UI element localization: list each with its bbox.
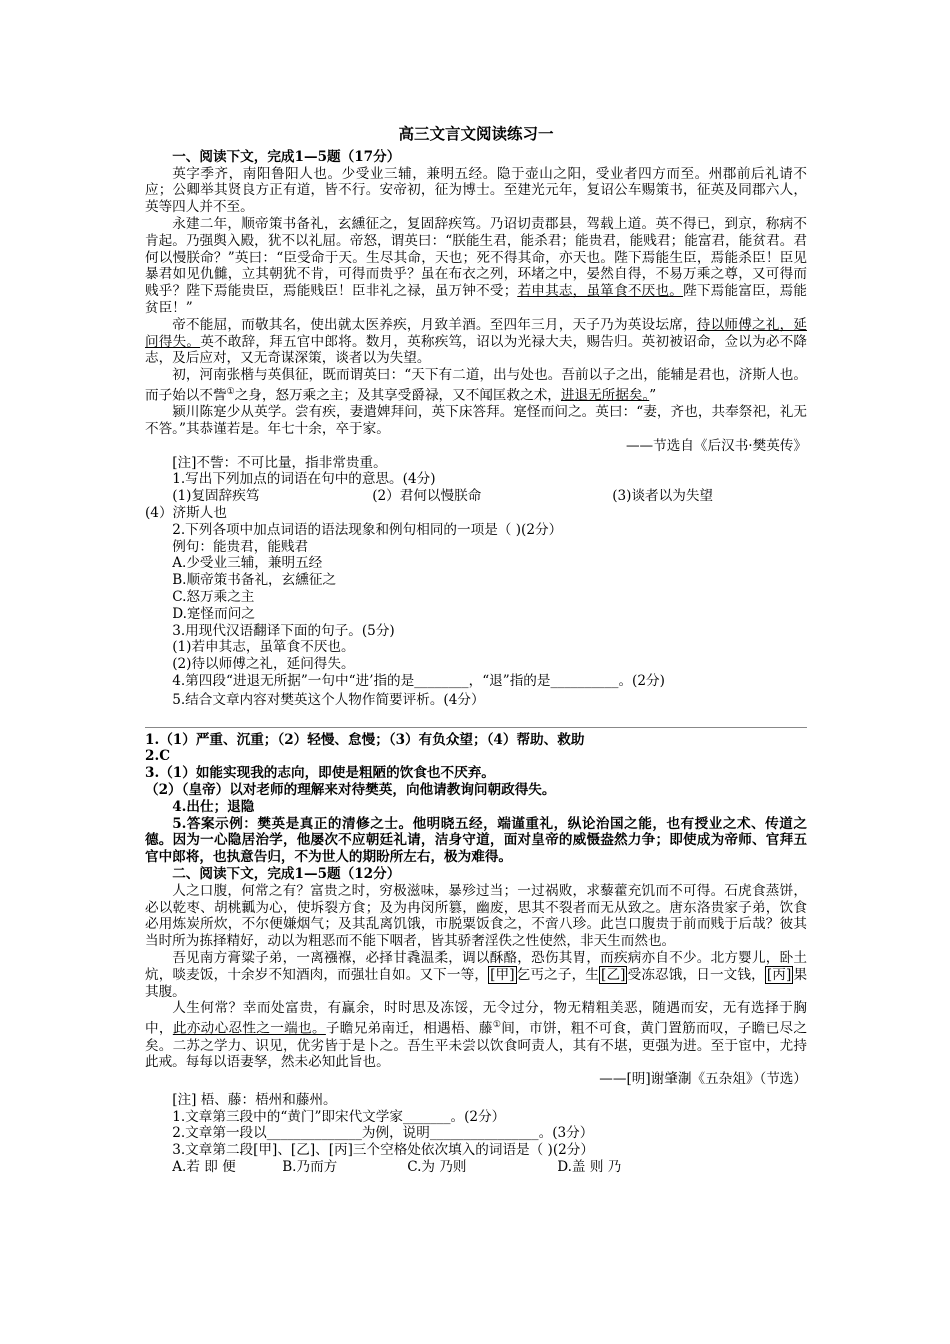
passage1-para3 [145,317,807,367]
underlined-sentence: 若申其志，虽箪食不厌也。 [517,283,684,300]
text-span: 吾见南方膏粱子弟，一离襁褓，必择甘毳温柔，调以酥酪，恐伤其胃，而疾病亦自不少。北方婴儿，卧土炕，啖麦饭，十余岁不知酒肉，而强壮自如。又下一等， [145,949,807,983]
question4: 4.第四段“进退无所据”一句中“进’指的是________，“退”指的是__________。(2分) [172,673,665,690]
question1-item: (1)复固辞疾笃 [172,488,260,505]
question2-option: A.少受业三辅，兼明五经 [172,555,323,572]
question3-item: (2)待以师傅之礼，延问得失。 [172,656,355,673]
passage2-para2 [145,950,807,1000]
passage1-note: [注]不訾：不可比量，指非常贵重。 [172,454,387,471]
question2: 2.下列各项中加点词语的语法现象和例句相同的一项是（ )(2分） [172,521,563,538]
question3: 3.用现代汉语翻译下面的句子。(5分) [172,622,395,639]
answer5: 5.答案示例：樊英是真正的清修之士。他明晓五经，端谨重礼，纵论治国之能，也有授业之术、传道之德。因为一心隐居治学，他屡次不应朝廷礼请，洁身守道，面对皇帝的威慑盎然力争；即使成为帝师、官拜五官中郎将，也执意告归，不为世人的期盼所左右，极为难得。 [145,815,807,866]
text-span: 陛下焉能富臣，焉能贫臣！” [145,283,808,316]
document-page [145,126,807,1176]
question1-item: (2）君何以慢朕命 [372,488,482,505]
passage2-para3 [145,1000,807,1071]
passage1-para2 [145,216,807,317]
option-b: B.乃而方 [282,1159,338,1176]
answer2: 2.C [145,748,171,765]
footnote-marker: ① [492,1020,502,1031]
underlined-sentence: 待以师傅之礼，延问得失。 [145,316,808,350]
text-span: 受冻忍饿，日一文钱， [627,966,765,983]
question2-option: B.顺帝策书备礼，玄纁征之 [172,572,337,589]
text-span: 人生何常？幸而处富贵，有赢余，时时思及冻馁，无令过分，物无精粗美恶，随遇而安，无有选择于胸中， [145,1000,807,1037]
text-span: 初，河南张楷与英俱征，既而谓英曰：“天下有二道，出与处也。吾前以子之出，能辅是君也，济斯人也。而子始以不訾 [145,367,807,404]
passage1-para4 [145,367,807,404]
passage2-question1: 1.文章第三段中的“黄门”即宋代文学家_______。(2分） [172,1108,506,1125]
text-span: 之身，怒万乘之主；及其享受爵禄，又不闻匡救之术， [234,387,561,404]
question2-example: 例句：能贵君，能贱君 [172,538,309,555]
option-d: D.盖 则 乃 [557,1159,622,1176]
page-title: 高三文言文阅读练习一 [398,124,554,143]
text-span: ” [649,387,657,404]
option-c: C.为 乃则 [407,1159,467,1176]
question3-item: (1)若申其志，虽箪食不厌也。 [172,639,355,656]
question1-item: (3)谈者以为失望 [612,488,714,505]
passage2-source: ——[明]谢肇淛《五杂俎》（节选） [599,1071,807,1088]
question1: 1.写出下列加点的词语在句中的意思。(4分) [172,471,436,488]
text-span: 子瞻兄弟南迁，相遇梧、藤 [325,1020,493,1037]
footnote-marker: ① [226,386,235,397]
passage2-para1: 人之口腹，何常之有？富贵之时，穷极滋味，暴殄过当；一过祸败，求藜藿充饥而不可得。石虎食蒸饼，必以乾枣、胡桃瓤为心，使坼裂方食；及为冉闵所篡，幽废，思其不裂者而无从致之。唐东洛贵家子弟，饮食必用炼炭所炊，不尔便嫌烟气；及其乱离饥饿，市脱粟饭食之，不啻八珍。此岂口腹贵于前而贱于后哉？彼其当时所为拣择精好，动以为粗恶而不能下咽者，皆其骄奢淫佚之性使然，非天生而然也。 [145,882,807,950]
underlined-sentence: 进退无所据矣。 [560,387,650,404]
option-a: A.若 即 便 [172,1159,236,1176]
text-span: 乞丐之子，生 [516,966,600,983]
question2-option: C.怒万乘之主 [172,589,255,606]
question1-items [145,488,807,505]
blank-box-yi: [乙] [601,966,626,983]
divider [145,727,807,728]
passage1-source: ——节选自《后汉书·樊英传》 [625,437,807,454]
section2-heading: 二、阅读下文，完成1—5题（12分） [172,866,401,882]
text-span: 英不敢辞，拜五官中郎将。数月，英称疾笃，诏以为光禄大夫，赐告归。英初被诏命，佥以为必不降志，及后应对，又无奇谋深策，谈者以为失望。 [145,333,808,367]
question1-item: (4）济斯人也 [145,505,227,522]
text-span: 果其腹。 [145,966,808,1000]
answer4: 4.出仕；退隐 [172,798,255,815]
passage2-question3: 3.文章第二段[甲]、[乙]、[丙]三个空格处依次填入的词语是（ )(2分） [172,1142,594,1159]
underlined-sentence: 此亦动心忍性之一端也。 [172,1020,326,1037]
passage2-note: [注] 梧、藤：梧州和藤州。 [172,1091,337,1108]
text-span: 永建二年，顺帝策书备礼，玄纁征之，复固辞疾笃。乃诏切责郡县，驾载上道。英不得已，到京，称病不肯起。乃强舆入殿，犹不以礼屈。帝怒，谓英曰：“朕能生君，能杀君；能贵君，能贱君；能富君，能贫君。君何以慢朕命？”英曰：“臣受命于天。生尽其命，天也；死不得其命，亦天也。陛下焉能生臣，焉能杀臣！臣见暴君如见仇雠，立其朝犹不肯，可得而贵乎？虽在布衣之列，环堵之中，晏然自得，不易万乘之尊，又可得而贱乎？陛下焉能贵臣，焉能贱臣！臣非礼之禄，虽万钟不受； [145,215,807,300]
passage1-para5: 颍川陈寔少从英学。尝有疾，妻遣婢拜问，英下床答拜。寔怪而问之。英曰：“妻，齐也，共奉祭祀，礼无不答。”其恭谨若是。年七十余，卒于家。 [145,404,807,438]
passage2-question2: 2.文章第一段以______________为例，说明________________。(3分） [172,1125,594,1142]
section1-heading: 一、阅读下文，完成1—5题（17分） [172,148,401,165]
text-span: 帝不能屈，而敬其名，使出就太医养疾，月致羊酒。至四年三月，天子乃为英设坛席， [172,316,697,333]
blank-box-bing: [丙] [766,966,792,983]
blank-box-jia: [甲] [490,966,515,983]
question2-option: D.寔怪而问之 [172,605,255,622]
question5: 5.结合文章内容对樊英这个人物作简要评析。(4分） [172,691,485,708]
text-span: 间，市饼，粗不可食，黄门置筋而叹，子瞻已尽之矣。二苏之学力、识见，优劣皆于是卜之。吾生平未尝以饮食呵责人，其有不堪，更强为进。至于宦中，尤持此戒。每每以语妻孥，然未必知此旨也。 [145,1020,808,1071]
answer3: 3.（1）如能实现我的志向，即使是粗陋的饮食也不厌弃。 [145,765,495,782]
answer3-part2: （2）（皇帝）以对老师的理解来对待樊英，向他请教询问朝政得失。 [145,782,556,799]
passage2-question3-options [145,1159,807,1176]
passage1-para1: 英字季齐，南阳鲁阳人也。少受业三辅，兼明五经。隐于壶山之阳，受业者四方而至。州郡前后礼请不应；公卿举其贤良方正有道，皆不行。安帝初，征为博士。至建光元年，复诏公车赐策书，征英及同郡六人，英等四人并不至。 [145,165,807,216]
answer1: 1.（1）严重、沉重；（2）轻慢、怠慢；（3）有负众望；（4）帮助、救助 [145,731,585,748]
